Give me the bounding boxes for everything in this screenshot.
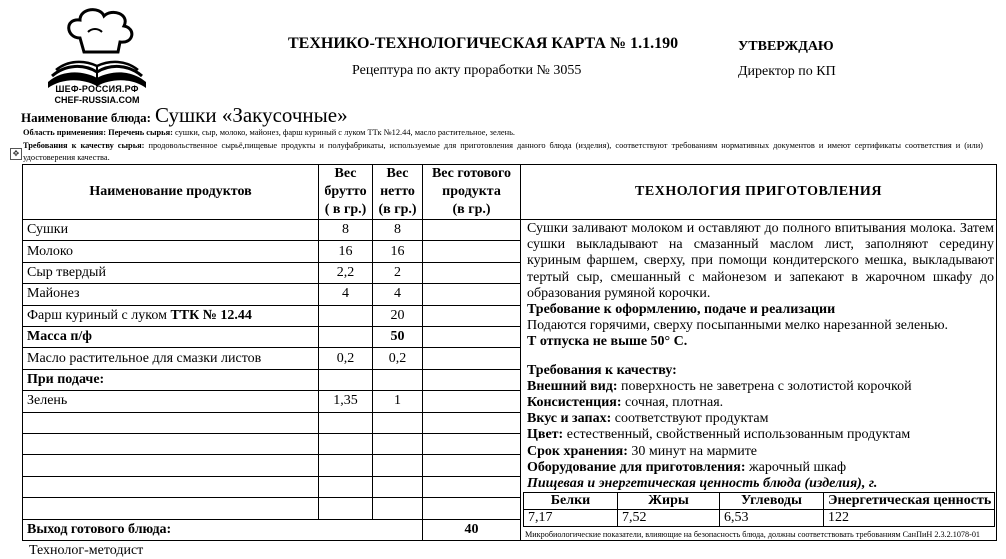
logo-text-en: CHEF-RUSSIA.COM <box>54 95 140 105</box>
product-name: Сыр твердый <box>23 262 319 283</box>
ready-weight <box>423 455 521 476</box>
gross-weight <box>319 476 373 497</box>
gross-weight <box>319 498 373 519</box>
output-value: 40 <box>423 519 521 541</box>
serving-text: Подаются горячими, сверху посыпанными мелко нарезанной зеленью. <box>527 318 949 334</box>
quality-item: Вкус и запах: соответствуют продуктам <box>527 411 769 427</box>
header-gross: Вес брутто ( в гр.) <box>319 165 373 220</box>
scope-label: Область применения: Перечень сырья: <box>23 128 173 137</box>
net-weight <box>373 476 423 497</box>
ready-weight <box>423 220 521 241</box>
net-weight <box>373 498 423 519</box>
net-weight <box>373 412 423 433</box>
product-name: Майонез <box>23 284 319 305</box>
table-header-row <box>23 165 997 220</box>
quality-title: Требования к качеству: <box>527 362 677 378</box>
nutrition-value-row <box>524 510 995 527</box>
quality-item: Оборудование для приготовления: жарочный шкаф <box>527 459 847 475</box>
quality-item: Срок хранения: 30 минут на мармите <box>527 443 758 459</box>
ready-weight <box>423 498 521 519</box>
product-name: Молоко <box>23 241 319 262</box>
gross-weight <box>319 305 373 326</box>
scope-text: сушки, сыр, молоко, майонез, фарш куриный с луком ТТк №12.44, масло растительное, зелень. <box>172 128 515 137</box>
nutrition-table <box>523 492 995 527</box>
product-name: Фарш куриный с луком ТТК № 12.44 <box>23 305 319 326</box>
nutrition-fat-header: Жиры <box>618 493 720 510</box>
scope-line <box>23 127 515 139</box>
net-weight: 16 <box>373 241 423 262</box>
nutrition-protein-header: Белки <box>524 493 618 510</box>
header-product: Наименование продуктов <box>23 165 319 220</box>
product-name <box>23 476 319 497</box>
requirements-text: продовольственное сырьё,пищевые продукты и полуфабрикаты, используемые для приготовления данного блюда (изделия), соответствуют требованиям нормативных документов и имеют сертификаты соответствия и (или) удостоверения качества. <box>23 141 983 162</box>
gross-weight: 0,2 <box>319 348 373 369</box>
ready-weight <box>423 305 521 326</box>
ready-weight <box>423 241 521 262</box>
ready-weight <box>423 262 521 283</box>
product-name <box>23 455 319 476</box>
nutrition-header-row <box>524 493 995 510</box>
gross-weight: 8 <box>319 220 373 241</box>
ready-weight <box>423 476 521 497</box>
recipe-table <box>22 164 997 541</box>
product-name <box>23 412 319 433</box>
nutrition-energy-value: 122 <box>824 510 995 527</box>
ready-weight <box>423 327 521 348</box>
gross-weight <box>319 434 373 455</box>
net-weight: 50 <box>373 327 423 348</box>
net-weight: 8 <box>373 220 423 241</box>
ready-weight <box>423 369 521 390</box>
nutrition-protein-value: 7,17 <box>524 510 618 527</box>
ready-weight <box>423 434 521 455</box>
nutrition-energy-header: Энергетическая ценность <box>824 493 995 510</box>
net-weight: 0,2 <box>373 348 423 369</box>
gross-weight: 1,35 <box>319 391 373 412</box>
nutrition-title: Пищевая и энергетическая ценность блюда (изделия), г. <box>527 476 878 492</box>
net-weight <box>373 369 423 390</box>
technology-text <box>521 220 996 492</box>
document-title: ТЕХНИКО-ТЕХНОЛОГИЧЕСКАЯ КАРТА № 1.1.190 <box>288 35 679 52</box>
nutrition-carbs-value: 6,53 <box>720 510 824 527</box>
quality-item: Консистенция: сочная, плотная. <box>527 395 724 411</box>
recipe-act-subtitle: Рецептура по акту проработки № 3055 <box>352 63 582 78</box>
microbiology-note: Микробиологические показатели, влияющие на безопасность блюда, должны соответствовать требованиям СанПиН 2.3.2.1078-01 <box>525 530 981 540</box>
product-name: Масса п/ф <box>23 327 319 348</box>
net-weight <box>373 455 423 476</box>
net-weight: 4 <box>373 284 423 305</box>
director-label: Директор по КП <box>738 64 836 79</box>
gross-weight: 16 <box>319 241 373 262</box>
technologist-signature-label: Технолог-методист <box>29 543 144 558</box>
raw-requirements <box>23 140 983 164</box>
ready-weight <box>423 412 521 433</box>
serving-title: Требование к оформлению, подаче и реализации <box>527 302 836 318</box>
product-name <box>23 498 319 519</box>
net-weight: 2 <box>373 262 423 283</box>
ready-weight <box>423 391 521 412</box>
nutrition-carbs-header: Углеводы <box>720 493 824 510</box>
net-weight: 20 <box>373 305 423 326</box>
requirements-label: Требования к качеству сырья: <box>23 141 145 150</box>
net-weight: 1 <box>373 391 423 412</box>
gross-weight <box>319 327 373 348</box>
net-weight <box>373 434 423 455</box>
gross-weight: 4 <box>319 284 373 305</box>
gross-weight <box>319 369 373 390</box>
technology-cell <box>521 220 997 541</box>
cooking-process: Сушки заливают молоком и оставляют до полного впитывания молока. Затем сушки выкладывают на смазанный маслом лист, заполняют середину куриным фаршем, сверху, при помощи кондитерского мешка, выкладывают тертый сыр, смешанный с майонезом и запекают в жарочном шкафу до образования румяной корочки. <box>527 221 994 301</box>
header-technology: ТЕХНОЛОГИЯ ПРИГОТОВЛЕНИЯ <box>521 165 997 220</box>
header-net: Вес нетто (в гр.) <box>373 165 423 220</box>
ready-weight <box>423 348 521 369</box>
approve-label: УТВЕРЖДАЮ <box>738 39 834 54</box>
gross-weight <box>319 412 373 433</box>
output-label: Выход готового блюда: <box>23 519 423 541</box>
header-ready: Вес готового продукта (в гр.) <box>423 165 521 220</box>
gross-weight: 2,2 <box>319 262 373 283</box>
serving-temperature: Т отпуска не выше 50° С. <box>527 334 688 350</box>
product-name <box>23 434 319 455</box>
table-move-handle-icon[interactable]: ✥ <box>10 148 22 160</box>
quality-item: Внешний вид: поверхность не заветрена с золотистой корочкой <box>527 378 912 394</box>
ttk-reference: ТТК № 12.44 <box>170 307 252 323</box>
product-name: Сушки <box>23 220 319 241</box>
table-row <box>23 220 997 241</box>
dish-name: Сушки «Закусочные» <box>154 103 348 127</box>
ready-weight <box>423 284 521 305</box>
product-name: При подаче: <box>23 369 319 390</box>
quality-item: Цвет: естественный, свойственный использованным продуктам <box>527 427 911 443</box>
gross-weight <box>319 455 373 476</box>
logo-text-ru: ШЕФ-РОССИЯ.РФ <box>55 84 139 94</box>
dish-name-label: Наименование блюда: <box>21 110 151 125</box>
nutrition-fat-value: 7,52 <box>618 510 720 527</box>
dish-name-line <box>21 103 348 128</box>
product-name: Масло растительное для смазки листов <box>23 348 319 369</box>
product-name: Зелень <box>23 391 319 412</box>
